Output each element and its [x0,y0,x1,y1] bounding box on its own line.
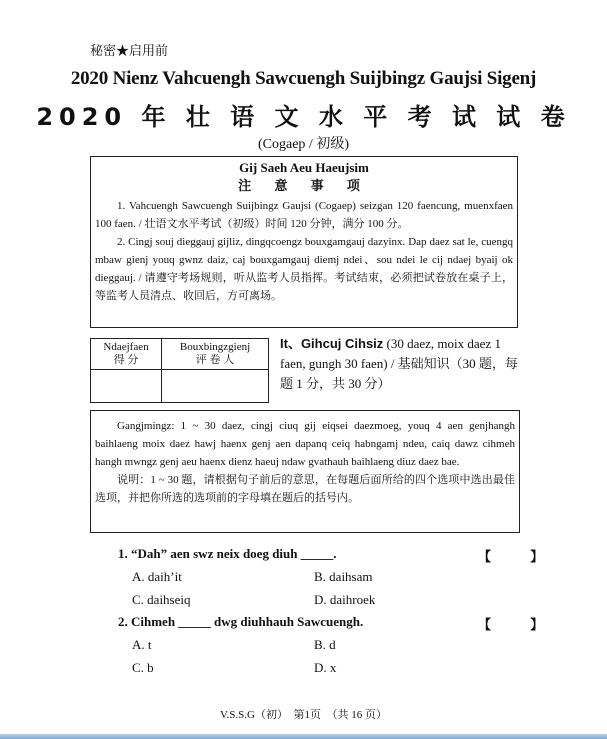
answer-bracket-2[interactable]: 【 】 [478,617,562,632]
q1-option-d: D. daihroek [314,592,376,607]
section-description: (30 daez, moix daez 1 faen, gungh 30 faen) / 基础知识（30 题，每题 1 分，共 30 分） [280,336,518,391]
notice-title-zhuang: Gij Saeh Aeu Haeujsim [239,160,369,175]
exam-title-chinese: 2020 年 壮 语 文 水 平 考 试 试 卷 [36,103,571,131]
q1-option-a: A. daih’it [132,569,182,584]
notice-title-chinese: 注 意 事 项 [238,178,370,193]
score-header-cell [91,339,162,370]
question-1: 1. “Dah” aen swz neix doeg diuh _____. [118,546,337,561]
instructions-chinese: 说明：1 ~ 30 题，请根据句子前后的意思，在每题后面所给的四个选项中选出最佳选项，并把你所选的选项前的字母填在题后的括号内。 [95,474,515,504]
q2-option-b: B. d [314,637,336,652]
q2-option-d: D. x [314,660,337,675]
window-bottom-bar [0,734,607,739]
answer-bracket-1[interactable]: 【 】 [478,549,562,564]
score-header-chinese: 得 分 [113,354,139,366]
question-2: 2. Cihmeh _____ dwg diuhhauh Sawcuengh. [118,614,364,629]
instructions-box [90,410,520,533]
notice-item-2: 2. Cingj souj dieggauj gijliz, dingqcoengz bouxgamgauj dazyinx. Dap daez sat le, cuengq mbaw gienj youq gwnz daiz, caj bouxgamgauj diemj ndei、sou ndei le cij ndaej byaij ok dieggauj. / 请遵守考场规则，听从监考人员指挥。考试结束，必须把试卷放在桌子上，等监考人员清点、收回后，方可离场。 [95,236,513,302]
q2-option-a: A. t [132,637,152,652]
q1-option-c: C. daihseiq [132,592,191,607]
notice-box [90,156,518,328]
grader-header-zhuang: Bouxbingzgienj [179,341,251,353]
grader-entry-cell[interactable] [162,370,269,403]
grader-header-chinese: 评 卷 人 [195,354,235,366]
score-header-zhuang: Ndaejfaen [103,341,149,353]
page-footer: V.S.S.G（初） 第1页 （共 16 页） [220,709,387,721]
exam-level: (Cogaep / 初级) [258,137,349,152]
notice-item-1: 1. Vahcuengh Sawcuengh Suijbingz Gaujsi (Cogaep) seizgan 120 faencung, muenxfaen 100 faen. / 壮语文水平考试（初级）时间 120 分钟，满分 100 分。 [95,200,513,230]
section-title: It、Gihcuj Cihsiz [280,336,384,351]
instructions-zhuang: Gangjmingz: 1 ~ 30 daez, cingj ciuq gij eiqsei daezmoeg, youq 4 aen genjhangh baihlaeng moix daez hawj haenx genj aen dapanq ceiq habngamj ndeu, caiq dawz cihmeh hangh mwngz genj aeu haenx dienz haeuj ndaw gvathauh baihlaeng diuz daez bae. [95,420,515,468]
q2-option-c: C. b [132,660,154,675]
score-entry-cell[interactable] [91,370,162,403]
grader-header-cell [162,339,269,370]
confidential-label: 秘密★启用前 [90,43,169,58]
q1-option-b: B. daihsam [314,569,373,584]
exam-title-zhuang: 2020 Nienz Vahcuengh Sawcuengh Suijbingz Gaujsi Sigenj [70,68,537,89]
section-heading [280,334,522,394]
score-table [90,338,269,403]
